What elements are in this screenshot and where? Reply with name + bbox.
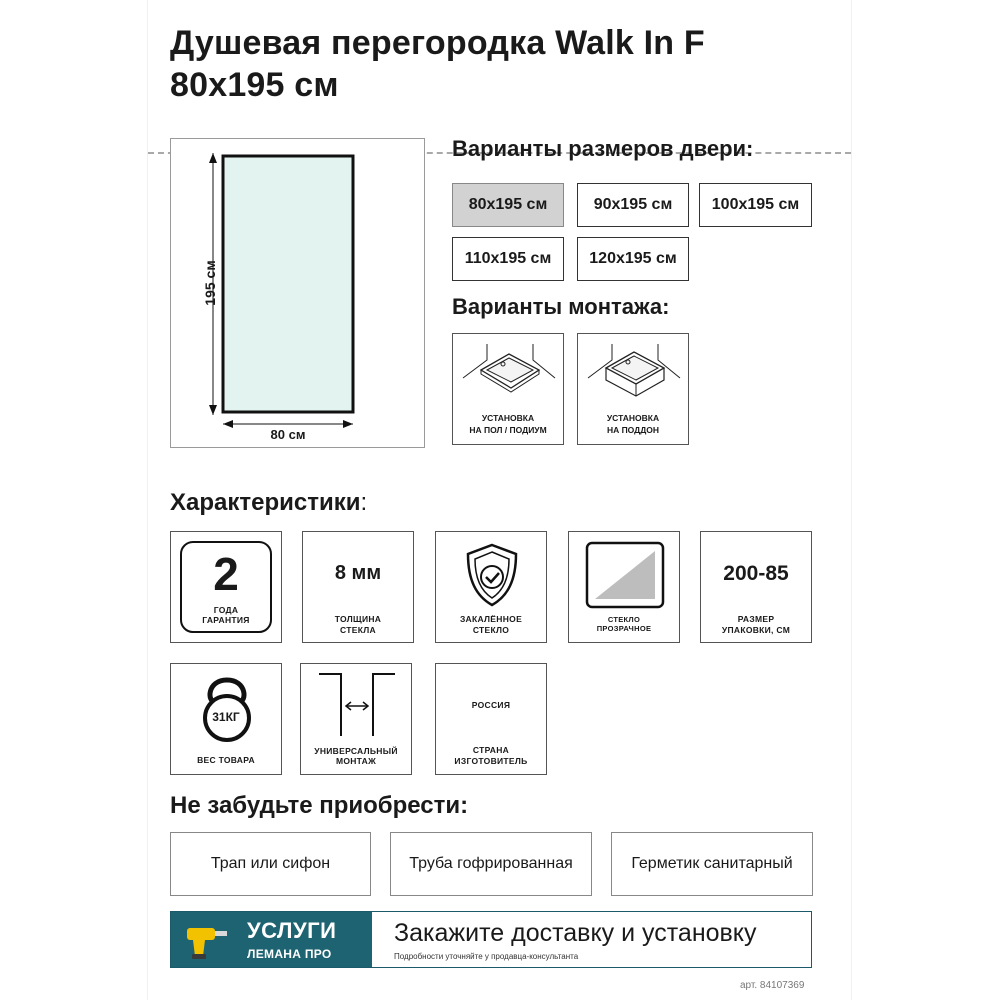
package-line2: УПАКОВКИ, СМ bbox=[721, 625, 791, 635]
height-label: 195 см bbox=[202, 260, 218, 306]
title-line-1: Душевая перегородка Walk In F bbox=[170, 24, 705, 62]
size-option-110x195[interactable]: 110x195 см bbox=[452, 237, 564, 281]
sizes-heading: Варианты размеров двери: bbox=[452, 136, 754, 161]
tempered-line2: СТЕКЛО bbox=[472, 625, 510, 635]
services-headline: Закажите доставку и установку bbox=[394, 919, 757, 947]
services-brand-subtitle: ЛЕМАНА ПРО bbox=[247, 947, 332, 961]
shield-check-icon bbox=[462, 542, 522, 608]
mount-tray-line1: УСТАНОВКА bbox=[606, 413, 660, 423]
warranty-value: 2 bbox=[213, 548, 239, 600]
page-title bbox=[170, 22, 705, 106]
package-value: 200-85 bbox=[723, 562, 789, 585]
buy-item-trap[interactable]: Трап или сифон bbox=[170, 832, 371, 896]
spec-weight bbox=[170, 663, 282, 775]
arrow-down-icon bbox=[209, 405, 217, 415]
spec-package bbox=[700, 531, 812, 643]
clear-line2: ПРОЗРАЧНОЕ bbox=[596, 624, 652, 633]
mounting-heading: Варианты монтажа: bbox=[452, 294, 670, 319]
thickness-line1: ТОЛЩИНА bbox=[334, 614, 382, 624]
width-label: 80 см bbox=[270, 427, 306, 442]
mount-tray-line2: НА ПОДДОН bbox=[606, 425, 660, 435]
universal-mount-icon bbox=[317, 672, 397, 738]
size-option-100x195[interactable]: 100x195 см bbox=[699, 183, 812, 227]
clear-line1: СТЕКЛО bbox=[607, 615, 641, 624]
services-note: Подробности уточняйте у продавца-консультанта bbox=[394, 952, 579, 961]
size-option-80x195[interactable]: 80x195 см bbox=[452, 183, 564, 227]
specs-heading-colon: : bbox=[360, 489, 368, 516]
clear-glass-icon bbox=[585, 541, 665, 609]
article-number: арт. 84107369 bbox=[740, 980, 805, 991]
country-value: РОССИЯ bbox=[471, 700, 511, 710]
services-brand-block bbox=[171, 912, 372, 967]
mount-floor-line1: УСТАНОВКА bbox=[481, 413, 535, 423]
specs-heading bbox=[170, 489, 367, 517]
thickness-line2: СТЕКЛА bbox=[340, 625, 376, 635]
mount-option-floor[interactable] bbox=[452, 333, 564, 445]
country-line2: ИЗГОТОВИТЕЛЬ bbox=[454, 756, 528, 766]
kettlebell-icon bbox=[197, 672, 257, 744]
mount-tray-label bbox=[578, 412, 688, 436]
services-banner[interactable] bbox=[170, 911, 812, 968]
spec-thickness bbox=[302, 531, 414, 643]
warranty-line2: ГАРАНТИЯ bbox=[202, 615, 250, 625]
weight-line1: ВЕС ТОВАРА bbox=[197, 755, 255, 765]
mount-floor-label bbox=[453, 412, 563, 436]
buy-item-pipe[interactable]: Труба гофрированная bbox=[390, 832, 592, 896]
spec-country bbox=[435, 663, 547, 775]
size-option-120x195[interactable]: 120x195 см bbox=[577, 237, 689, 281]
thickness-value: 8 мм bbox=[334, 562, 382, 584]
title-line-2: 80x195 см bbox=[170, 66, 339, 104]
country-line1: СТРАНА bbox=[472, 745, 510, 755]
buy-also-heading: Не забудьте приобрести: bbox=[170, 792, 469, 819]
warranty-line1: ГОДА bbox=[213, 605, 239, 615]
floor-mount-icon bbox=[453, 334, 565, 414]
tray-mount-icon bbox=[578, 334, 690, 414]
drill-icon bbox=[183, 922, 231, 962]
weight-value: 31КГ bbox=[212, 710, 240, 724]
spec-clear-glass bbox=[568, 531, 680, 643]
mount-floor-line2: НА ПОЛ / ПОДИУМ bbox=[469, 425, 547, 435]
tempered-line1: ЗАКАЛЁННОЕ bbox=[459, 614, 523, 624]
glass-panel bbox=[223, 156, 353, 412]
spec-universal-mount bbox=[300, 663, 412, 775]
services-brand-title: УСЛУГИ bbox=[247, 918, 337, 943]
spec-warranty bbox=[170, 531, 282, 643]
size-option-90x195[interactable]: 90x195 см bbox=[577, 183, 689, 227]
specs-heading-text: Характеристики bbox=[170, 489, 361, 516]
universal-line1: УНИВЕРСАЛЬНЫЙ bbox=[314, 746, 398, 756]
door-diagram bbox=[170, 138, 425, 448]
mount-option-tray[interactable] bbox=[577, 333, 689, 445]
universal-line2: МОНТАЖ bbox=[335, 756, 377, 766]
package-line1: РАЗМЕР bbox=[737, 614, 775, 624]
spec-tempered bbox=[435, 531, 547, 643]
arrow-up-icon bbox=[209, 153, 217, 163]
buy-item-sealant[interactable]: Герметик санитарный bbox=[611, 832, 813, 896]
